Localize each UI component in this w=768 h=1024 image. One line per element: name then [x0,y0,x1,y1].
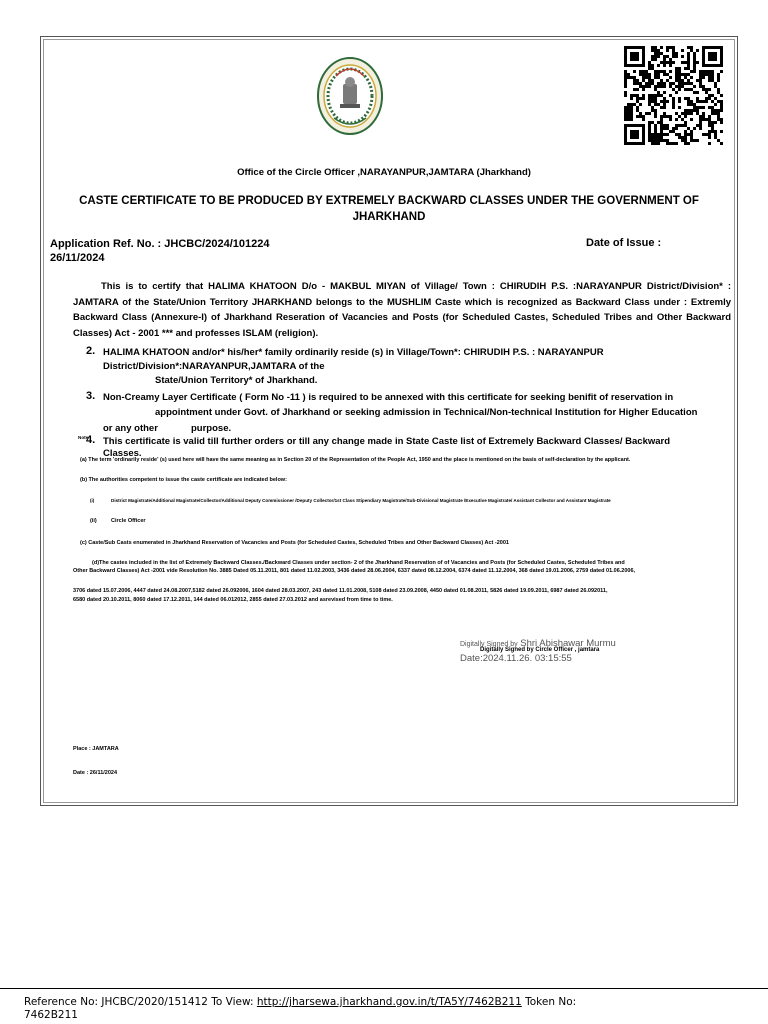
note-b-ii: Circle Officer [111,518,146,524]
certification-paragraph [73,279,731,341]
signed-prefix: Digitally Signed by [460,641,518,648]
application-ref: Application Ref. No. : JHCBC/2024/101224 [50,238,270,250]
note-b-ii-number: (ii) [90,518,97,524]
footer-reference [24,996,724,1022]
date-of-issue-value: 26/11/2024 [50,252,105,264]
note-b-i-number: (i) [90,498,95,503]
signed-by-line: Digitally Signed by Circle Officer , jamtara [480,647,600,653]
item-3-line-4: purpose. [191,423,232,434]
note-d-line-1: (d)The castes included in the list of Extremely Backward Classes./Backward Classes under section- 2 of the Jharkhand Reservation of of Vacancies and Posts (for Scheduled Castes, Scheduled Tribes and [92,560,625,566]
jharkhand-emblem-icon [316,56,384,136]
item-2-number: 2. [86,345,96,357]
certificate-border-inner [43,39,735,803]
footer-token: 7462B211 [24,1009,78,1021]
issue-date: Date : 26/11/2024 [73,770,118,776]
note-c: (c) Caste/Sub Casts enumerated in Jharkhand Reservation of Vacancies and Posts (for Scheduled Castes, Scheduled Tribes and Other Backward Classes) Act -2001 [80,540,509,546]
qr-code-icon [622,44,724,148]
verification-link[interactable]: http://jharsewa.jharkhand.gov.in/t/TA5Y/7462B211 [256,996,522,1008]
note-b: (b) The authorities competent to issue the caste certificate are indicated below: [80,477,287,483]
footer-rule [0,988,768,989]
certification-text: This is to certify that HALIMA KHATOON D/o - MAKBUL MIYAN of Village/ Town : CHIRUDIH P.S. :NARAYANPUR District/Division* : JAMTARA of the State/Union Territory JHARKHAND belongs to the MUSHLIM Caste which is recognized as Backward Class under : Extremly Backward Class (Annexure-I) of Jharkhand Reseration of Vacancies and Posts (for Scheduled Castes, Scheduled Tribes and Other Backward Classes) Act - 2001 *** and professes ISLAM (religion). [73,281,731,339]
item-3-number: 3. [86,390,96,402]
date-of-issue-label: Date of Issue : [586,237,662,249]
item-2-line-2: District/Division*:NARAYANPUR,JAMTARA of the [103,361,325,372]
signature-date: Date:2024.11.26. 03:15:55 [460,653,572,664]
certificate-title: CASTE CERTIFICATE TO BE PRODUCED BY EXTREMELY BACKWARD CLASSES UNDER THE GOVERNMENT OF JHARKHAND [79,195,699,223]
signer-name: Shri Abishawar Murmu [520,638,616,649]
item-4-line-1: This certificate is valid till further orders or till any change made in State Caste list of Extremely Backward Classes/ Backward [103,436,671,447]
item-3-line-3: or any other [103,423,158,434]
footer-token-label: Token No: [525,996,577,1008]
footer-prefix: Reference No: JHCBC/2020/151412 To View: [24,996,254,1008]
place: Place : JAMTARA [73,746,119,752]
note-label: Note [78,435,89,440]
item-3-line-1: Non-Creamy Layer Certificate ( Form No -11 ) is required to be annexed with this certificate for seeking benifit of reservation in [103,392,674,403]
item-4-line-2: Classes. [103,448,142,459]
note-b-i: District Magistrate/Additional Magistrate/Collector/Additional Deputy Commissioner /Deputy Collector/1st Class Stipendiary Magistrate/Sub-Divisional Magistrate /Executive Magistrate/ Assistant Collector and Assistant Magistrate [111,498,611,503]
item-4-number: 4. [86,434,96,446]
note-d-line-4: 6580 dated 20.10.2011, 8060 dated 17.12.2011, 144 dated 06.012012, 2855 dated 27.03.2012 and asrevised from time to time. [73,597,393,603]
item-2-line-1: HALIMA KHATOON and/or* his/her* family ordinarily reside (s) in Village/Town*: CHIRUDIH P.S. : NARAYANPUR [103,347,604,358]
note-d-line-2: Other Backward Classes) Act -2001 vide Resolution No. 3885 Dated 05.11.2011, 801 dated 11.02.2003, 3436 dated 28.06.2004, 6337 dated 08.12.2004, 6374 dated 11.12.2004, 368 dated 19.01.2006, 2759 dated 01.06.2006, [73,568,636,574]
office-line: Office of the Circle Officer ,NARAYANPUR,JAMTARA (Jharkhand) [237,167,531,178]
item-3-line-2: appointment under Govt. of Jharkhand or seeking admission in Technical/Non-technical Institution for Higher Education [155,407,698,418]
item-2-line-3: State/Union Territory* of Jharkhand. [155,375,318,386]
note-a: (a) The term 'ordinarily reside' (s) used here will have the same meaning as in Section 20 of the Representation of the People Act, 1950 and the place is mentioned on the basis of self-declaration by the applicant. [80,457,631,463]
note-d-line-3: 3706 dated 15.07.2006, 4447 dated 24.08.2007,5182 dated 26.092006, 1604 dated 28.03.2007, 243 dated 11.01.2008, 5108 dated 23.09.2008, 4450 dated 01.08.2011, 5826 dated 19.09.2011, 6987 dated 26.092011, [73,588,608,594]
